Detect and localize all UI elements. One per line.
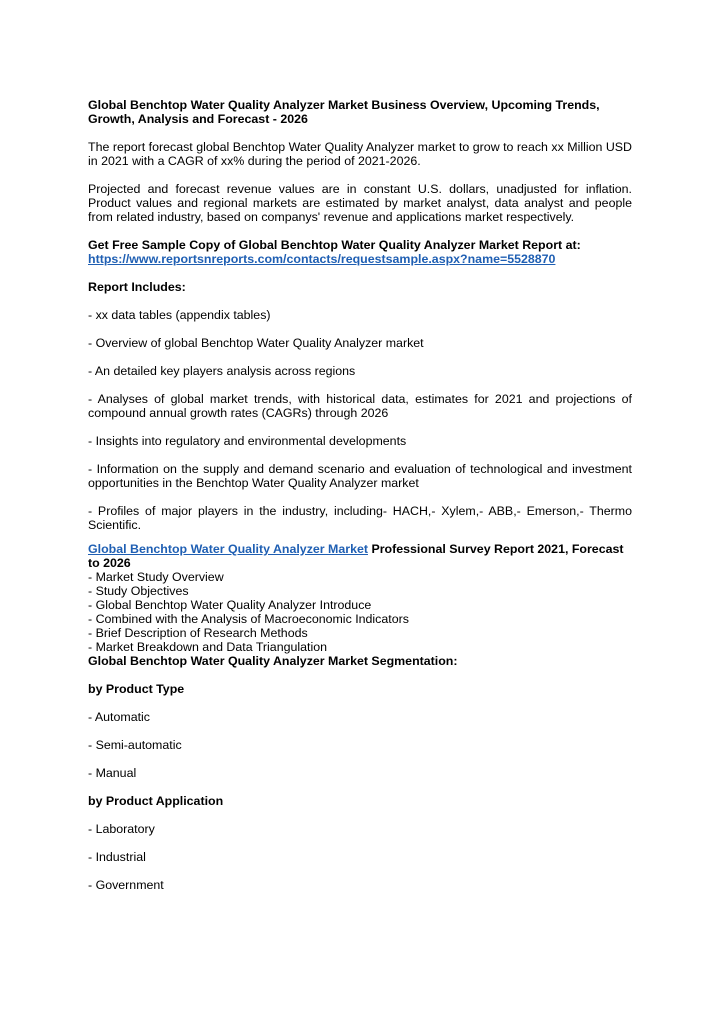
- product-type-item: - Semi-automatic: [88, 738, 182, 752]
- survey-item: - Combined with the Analysis of Macroeconomic Indicators: [88, 612, 409, 626]
- includes-item: - Insights into regulatory and environmental developments: [88, 434, 407, 448]
- report-includes-heading: Report Includes:: [88, 280, 186, 294]
- includes-item: - Profiles of major players in the industry, including- HACH,- Xylem,- ABB,- Emerson,- Thermo Scientific.: [88, 504, 632, 532]
- includes-item: - An detailed key players analysis across regions: [88, 364, 356, 378]
- survey-item: - Market Study Overview: [88, 570, 224, 584]
- survey-items: [88, 570, 632, 654]
- survey-item: - Brief Description of Research Methods: [88, 626, 308, 640]
- document-page: [88, 98, 632, 906]
- product-application-heading: by Product Application: [88, 794, 224, 808]
- survey-item: - Global Benchtop Water Quality Analyzer Introduce: [88, 598, 372, 612]
- sample-request-label: Get Free Sample Copy of Global Benchtop Water Quality Analyzer Market Report at:: [88, 238, 581, 252]
- document-title: Global Benchtop Water Quality Analyzer Market Business Overview, Upcoming Trends, Growth, Analysis and Forecast - 2026: [88, 98, 600, 126]
- intro-paragraph: The report forecast global Benchtop Water Quality Analyzer market to grow to reach xx Million USD in 2021 with a CAGR of xx% during the period of 2021-2026.: [88, 140, 632, 168]
- product-type-item: - Manual: [88, 766, 137, 780]
- sample-request-link[interactable]: https://www.reportsnreports.com/contacts/requestsample.aspx?name=5528870: [88, 252, 556, 266]
- survey-item: - Study Objectives: [88, 584, 189, 598]
- survey-item: - Market Breakdown and Data Triangulation: [88, 640, 327, 654]
- product-application-item: - Government: [88, 878, 164, 892]
- survey-heading: [88, 542, 632, 570]
- includes-item: - Overview of global Benchtop Water Quality Analyzer market: [88, 336, 424, 350]
- segmentation-heading: Global Benchtop Water Quality Analyzer Market Segmentation:: [88, 654, 458, 668]
- product-type-heading: by Product Type: [88, 682, 185, 696]
- survey-heading-rest: Professional Survey Report 2021, Forecast to 2026: [88, 542, 624, 570]
- product-application-item: - Industrial: [88, 850, 146, 864]
- product-type-item: - Automatic: [88, 710, 150, 724]
- methodology-paragraph: Projected and forecast revenue values are in constant U.S. dollars, unadjusted for inflation. Product values and regional markets are estimated by market analyst, data analyst and people from related industry, based on companys' revenue and applications market respectively.: [88, 182, 632, 224]
- includes-item: - Information on the supply and demand scenario and evaluation of technological and investment opportunities in the Benchtop Water Quality Analyzer market: [88, 462, 632, 490]
- includes-item: - Analyses of global market trends, with historical data, estimates for 2021 and projections of compound annual growth rates (CAGRs) through 2026: [88, 392, 632, 420]
- includes-item: - xx data tables (appendix tables): [88, 308, 271, 322]
- product-application-item: - Laboratory: [88, 822, 155, 836]
- survey-report-link[interactable]: Global Benchtop Water Quality Analyzer Market: [88, 542, 368, 556]
- sample-request: [88, 238, 632, 266]
